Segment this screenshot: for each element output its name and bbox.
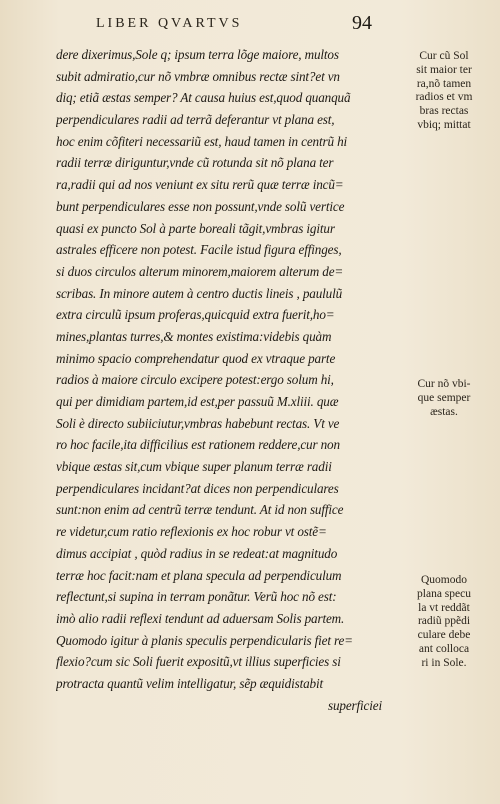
- margin-note-line: bras rectas: [419, 105, 469, 118]
- text-line: mines,plantas turres,& montes existima:videbis quàm: [56, 328, 332, 344]
- text-line: subit admiratio,cur nõ vmbræ omnibus rectæ sint?et vn: [56, 68, 340, 84]
- margin-note-line: que semper: [417, 391, 471, 404]
- margin-note-line: Cur nõ vbi-: [417, 378, 471, 390]
- text-line: Quomodo igitur à planis speculis perpendicularis fiet re=: [56, 632, 353, 648]
- text-line: quasi ex puncto Sol à parte boreali tãgit,vmbras igitur: [56, 220, 335, 236]
- text-line: ra,radii qui ad nos veniunt ex situ rerũ quæ terræ incũ=: [56, 177, 344, 193]
- margin-note-line: ri in Sole.: [421, 656, 467, 669]
- margin-note-line: ra,nõ tamen: [416, 77, 472, 90]
- page-header: [0, 14, 500, 38]
- margin-note-sun-size: [392, 50, 496, 133]
- text-line: extra circulũ ipsum proferas,quicquid extra fuerit,ho=: [56, 307, 335, 323]
- text-line: superficiei: [327, 697, 382, 713]
- text-line: qui per dimidiam partem,id est,per passuũ M.xliii. quæ: [56, 394, 339, 409]
- text-line: protracta quantũ velim intelligatur, sẽp æquidistabit: [56, 675, 324, 691]
- text-line: minimo spacio comprehendatur quod ex vtraque parte: [56, 350, 336, 366]
- text-line: imò alio radii reflexi tendunt ad aduersam Solis partem.: [56, 610, 345, 626]
- margin-note-line: sit maior ter: [416, 63, 472, 76]
- text-line: radii terræ diriguntur,vnde cũ rotunda sit nõ plana ter: [56, 155, 334, 171]
- text-line: ro hoc facile,ita difficilius est rationem reddere,cur non: [56, 437, 340, 453]
- text-line: hoc enim cõfiteri necessariũ est, haud tamen in centrũ hi: [56, 133, 348, 149]
- running-head: LIBER QVARTVS: [96, 16, 243, 31]
- main-text-block: [56, 44, 392, 716]
- text-line: bunt perpendiculares esse non possunt,vnde solũ vertice: [56, 198, 345, 214]
- text-line: perpendiculares radii ad terrã deferantur vt plana est,: [56, 112, 335, 128]
- margin-note-summer: [392, 378, 496, 419]
- text-line: astrales efficere non potest. Facile istud figura effinges,: [56, 242, 342, 258]
- margin-note-line: æstas.: [430, 405, 458, 418]
- margin-note-line: la vt reddãt: [418, 601, 470, 614]
- margin-note-line: radios et vm: [415, 91, 473, 104]
- text-line: Soli è directo subiiciutur,vmbras habebunt rectas. Vt ve: [56, 415, 340, 431]
- page-number: 94: [352, 12, 372, 34]
- text-line: re videtur,cum ratio reflexionis ex hoc robur vt ostẽ=: [56, 524, 327, 540]
- margin-note-line: ant colloca: [418, 642, 470, 655]
- margin-note-line: vbiq; mittat: [417, 118, 471, 131]
- text-line: diq; etiã æstas semper? At causa huius est,quod quanquã: [56, 90, 351, 106]
- margin-note-line: culare debe: [417, 629, 471, 642]
- text-line: scribas. In minore autem à centro ductis lineis , paululũ: [56, 285, 343, 301]
- text-line: dere dixerimus,Sole q; ipsum terra lõge maiore, multos: [56, 47, 339, 62]
- margin-note-line: Cur cũ Sol: [419, 50, 469, 62]
- text-line: radios à maiore circulo excipere potest:ergo solum hi,: [56, 372, 334, 388]
- text-line: vbique æstas sit,cum vbique super planum terræ radii: [56, 459, 332, 475]
- text-line: flexio?cum sic Soli fuerit expositũ,vt illius superficies si: [56, 654, 341, 670]
- margin-note-line: Quomodo: [421, 574, 467, 586]
- margin-note-mirrors: [392, 574, 496, 671]
- text-line: si duos circulos alterum minorem,maiorem alterum de=: [56, 263, 344, 279]
- margin-note-line: radiũ ppẽdi: [417, 615, 471, 628]
- text-line: reflectunt,si supina in terram ponãtur. Verũ hoc nõ est:: [56, 589, 337, 605]
- text-line: dimus accipiat , quòd radius in se redeat:at magnitudo: [56, 545, 338, 561]
- margin-note-line: plana specu: [417, 587, 471, 600]
- text-line: sunt:non enim ad centrũ terræ tendunt. At id non suffice: [56, 502, 344, 518]
- text-line: terræ hoc facit:nam et plana specula ad perpendiculum: [56, 567, 342, 583]
- text-line: perpendiculares incidant?at dices non perpendiculares: [56, 480, 339, 496]
